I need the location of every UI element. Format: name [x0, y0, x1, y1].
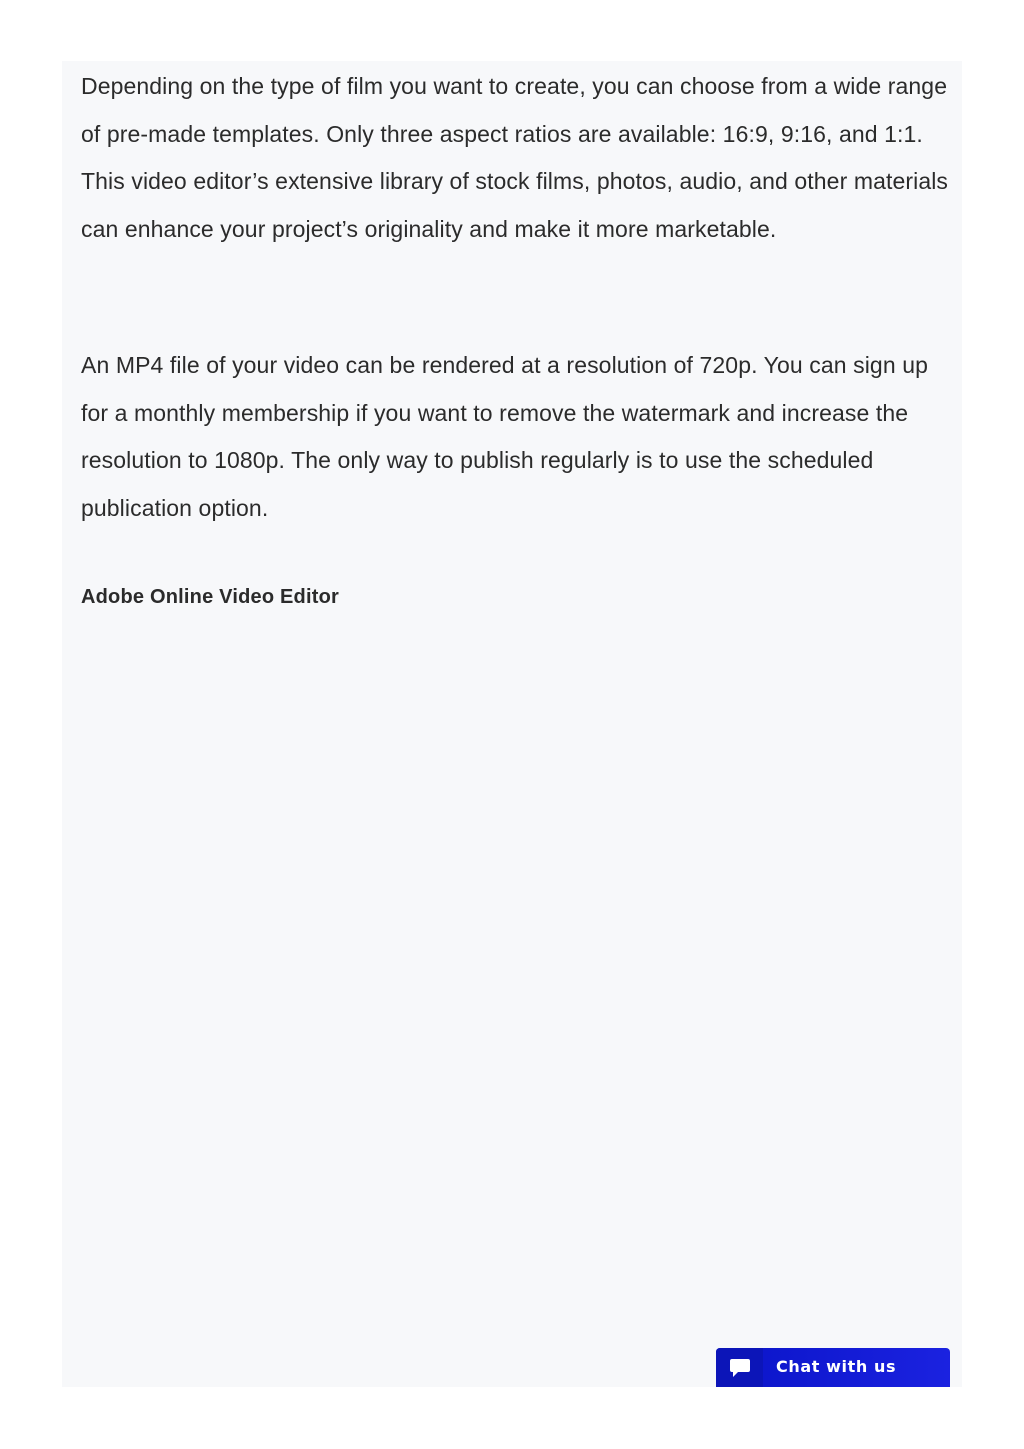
article-paragraph: Depending on the type of film you want to create, you can choose from a wide range of pre-made templates. Only three aspect ratios are available: 16:9, 9:16, and 1:1. This video editor’s extensive library of stock films, photos, audio, and other materials can enhance your project’s originality and make it more marketable. — [81, 73, 949, 242]
article-content-panel — [62, 61, 962, 1387]
chat-icon-container[interactable] — [716, 1348, 763, 1387]
chat-with-us-button[interactable] — [716, 1348, 950, 1387]
article-paragraph: An MP4 file of your video can be rendered at a resolution of 720p. You can sign up for a monthly membership if you want to remove the watermark and increase the resolution to 1080p. The only way to publish regularly is to use the scheduled publication option. — [81, 352, 928, 521]
chat-bubble-icon — [729, 1358, 751, 1378]
section-heading: Adobe Online Video Editor — [81, 586, 339, 608]
chat-button-label[interactable]: Chat with us — [776, 1357, 897, 1376]
